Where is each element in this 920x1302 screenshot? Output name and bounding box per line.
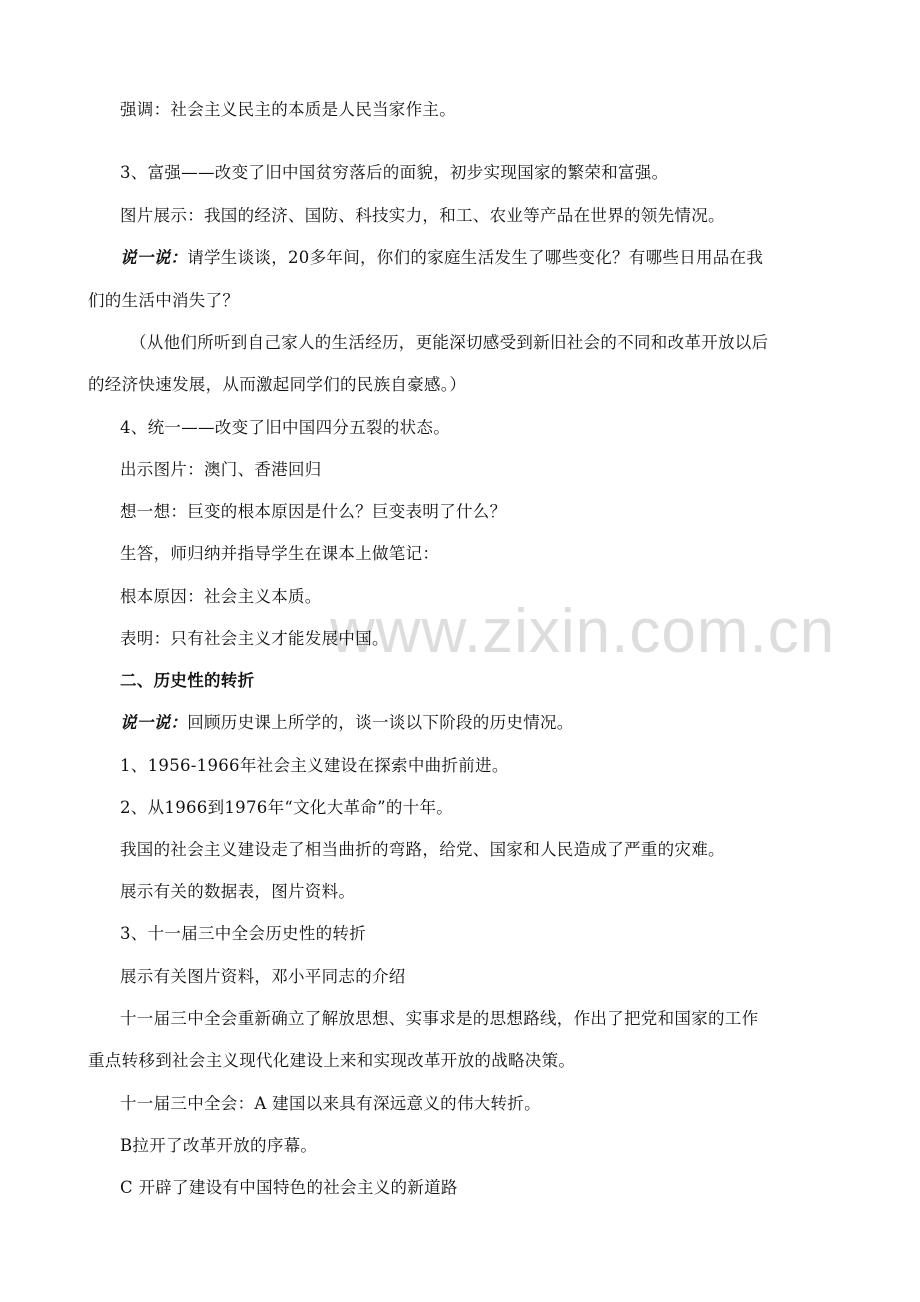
paragraph-discussion-cont: 们的生活中消失了？ [88, 291, 240, 310]
paragraph-shows: 表明：只有社会主义才能发展中国。 [120, 629, 389, 648]
discussion-text: 请学生谈谈，20多年间，你们的家庭生活发生了哪些变化？有哪些日用品在我 [187, 248, 764, 267]
section-heading: 二、历史性的转折 [120, 671, 255, 690]
paragraph-detour: 我国的社会主义建设走了相当曲折的弯路，给党、国家和人民造成了严重的灾难。 [120, 840, 725, 859]
item-unity: 4、统一——改变了旧中国四分五裂的状态。 [120, 418, 450, 437]
plenum-point-c: C 开辟了建设有中国特色的社会主义的新道路 [120, 1178, 458, 1197]
paragraph-note-cont: 的经济快速发展，从而激起同学们的民族自豪感。） [88, 375, 467, 394]
paragraph-deng-intro: 展示有关图片资料，邓小平同志的介绍 [120, 967, 406, 986]
discussion-label-2: 说一说： [120, 713, 188, 732]
item-cultural-revolution: 2、从1966到1976年“文化大革命”的十年。 [120, 798, 454, 817]
plenum-point-a: 十一届三中全会：A 建国以来具有深远意义的伟大转折。 [120, 1094, 541, 1113]
item-prosperity: 3、富强——改变了旧中国贫穷落后的面貌，初步实现国家的繁荣和富强。 [120, 163, 669, 182]
paragraph-plenum-decision: 十一届三中全会重新确立了解放思想、实事求是的思想路线，作出了把党和国家的工作 [120, 1009, 759, 1028]
paragraph-picture-display: 图片展示：我国的经济、国防、科技实力，和工、农业等产品在世界的领先情况。 [120, 206, 725, 225]
paragraph-discussion [120, 247, 763, 269]
paragraph-root-cause: 根本原因：社会主义本质。 [120, 587, 322, 606]
paragraph-think: 想一想：巨变的根本原因是什么？巨变表明了什么？ [120, 502, 507, 521]
watermark: www.zixin.com.cn [330, 597, 836, 666]
item-third-plenum: 3、十一届三中全会历史性的转折 [120, 924, 366, 943]
paragraph-plenum-decision-cont: 重点转移到社会主义现代化建设上来和实现改革开放的战略决策。 [88, 1051, 576, 1070]
paragraph-data-tables: 展示有关的数据表，图片资料。 [120, 882, 356, 901]
discussion-text-2: 回顾历史课上所学的，谈一谈以下阶段的历史情况。 [187, 713, 574, 732]
plenum-point-b: B拉开了改革开放的序幕。 [120, 1136, 318, 1155]
discussion-label: 说一说： [120, 248, 188, 267]
paragraph-show-pictures: 出示图片：澳门、香港回归 [120, 460, 322, 479]
paragraph-student-answer: 生答，师归纳并指导学生在课本上做笔记： [120, 544, 440, 563]
paragraph-emphasis: 强调：社会主义民主的本质是人民当家作主。 [120, 100, 456, 119]
paragraph-discussion-2 [120, 712, 574, 734]
item-1956-1966: 1、1956-1966年社会主义建设在探索中曲折前进。 [120, 756, 509, 775]
paragraph-note: （从他们所听到自己家人的生活经历，更能深切感受到新旧社会的不同和改革开放以后 [130, 333, 769, 352]
